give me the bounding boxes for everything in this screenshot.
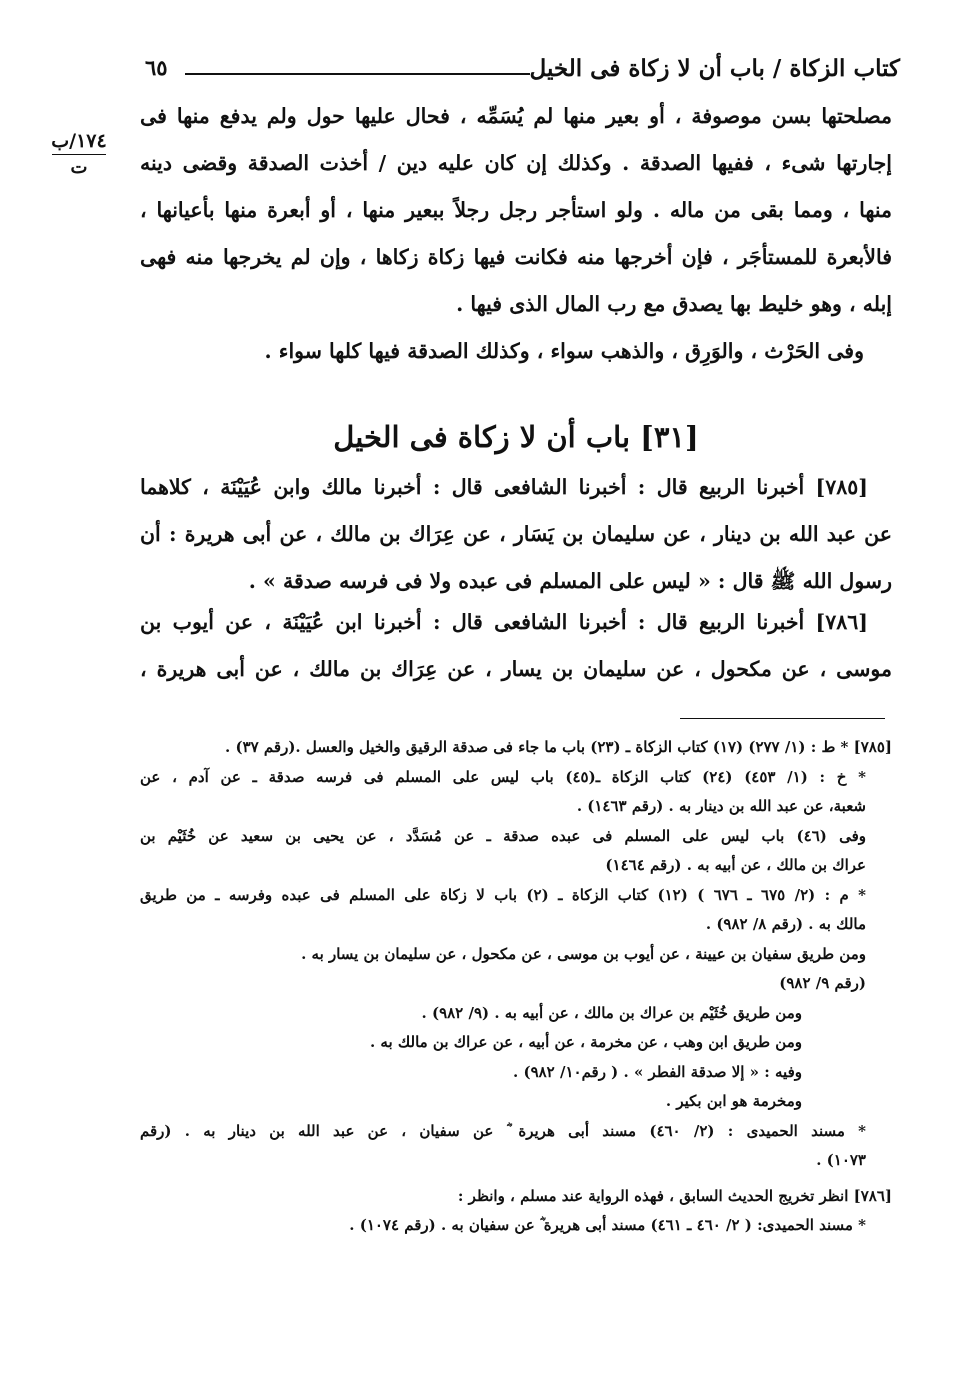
footnote-line: [٧٨٥] * ط : (١/ ٢٧٧) (١٧) كتاب الزكاة ـ (٢٣) باب ما جاء فى صدقة الرقيق والخيل والعسل .(رقم ٣٧) . bbox=[225, 738, 892, 756]
hadith-line: عن عبد الله بن دينار ، عن سليمان بن يَسَار ، عن عِرَاك بن مالك ، عن أبى هريرة : أن bbox=[140, 522, 892, 546]
footnote-separator bbox=[680, 718, 885, 719]
footnote-line: ومن طريق خُثَيْم بن عراك بن مالك ، عن أبيه به . (٩/ ٩٨٢) . bbox=[421, 1003, 802, 1022]
hadith-line: موسى ، عن مكحول ، عن سليمان بن يسار ، عن عِرَاك بن مالك ، عن أبى هريرة ، bbox=[140, 657, 892, 681]
footnote-line: * مسند الحميدى : (٢/ ٤٦٠) مسند أبى هريرة ؓ عن سفيان ، عن عبد الله بن دينار به . (رقم bbox=[140, 1121, 867, 1140]
footnote-line: (رقم ٩/ ٩٨٢) bbox=[779, 974, 866, 992]
footnotes bbox=[140, 733, 892, 1241]
passage-paragraph bbox=[140, 93, 892, 375]
page-number: ٦٥ bbox=[145, 55, 168, 80]
hadith-785 bbox=[140, 464, 892, 605]
footnote-line: ومن طريق سفيان بن عيينة ، عن أيوب بن موسى ، عن مكحول ، عن سليمان بن يسار به . bbox=[301, 944, 866, 963]
footnote-line: عراك بن مالك ، عن أبيه به . (رقم ١٤٦٤) bbox=[605, 856, 866, 874]
hadith-line: [٧٨٦] أخبرنا الربيع قال : أخبرنا الشافعى قال : أخبرنا ابن عُيَيْنَة ، عن أيوب بن bbox=[140, 610, 868, 634]
margin-note-rule bbox=[52, 154, 106, 155]
footnote-line: [٧٨٦] انظر تخريج الحديث السابق ، فهذه الرواية عند مسلم ، وانظر : bbox=[457, 1186, 892, 1205]
hadith-line: رسول الله ﷺ قال : « ليس على المسلم فى عبده ولا فى فرسه صدقة » . bbox=[248, 569, 892, 593]
passage-line: مصلحتها بسن موصوفة ، أو بعير منها لم يُسَمِّه ، فحال عليها حول ولم يدفع منها فى bbox=[140, 104, 892, 128]
margin-manuscript-note bbox=[48, 130, 110, 178]
hadith-line: [٧٨٥] أخبرنا الربيع قال : أخبرنا الشافعى قال : أخبرنا مالك وابن عُيَيْنَة ، كلاهما bbox=[140, 475, 868, 499]
hadith-786 bbox=[140, 599, 892, 693]
footnote-line: * مسند الحميدى: ( ٢/ ٤٦٠ ـ ٤٦١) مسند أبى هريرة ؓ عن سفيان به . (رقم ١٠٧٤) . bbox=[349, 1216, 866, 1234]
footnote-line: وفيه : « إلا صدقة الفطر » . ( رقم١٠/ ٩٨٢) . bbox=[513, 1062, 802, 1081]
margin-note-folio: ١٧٤/ب bbox=[51, 130, 107, 152]
footnote-line: مالك به . (رقم ٨/ ٩٨٢) . bbox=[705, 915, 866, 933]
footnote-line: ومن طريق ابن وهب ، عن مخرمة ، عن أبيه ، عن عراك بن مالك به . bbox=[369, 1033, 802, 1051]
passage-line: وفى الحَرْث ، والوَرِق ، والذهب سواء ، وكذلك الصدقة فيها كلها سواء . bbox=[264, 339, 864, 363]
footnote-line: ١٠٧٣) . bbox=[816, 1151, 866, 1169]
footnote-line: * م : (٢/ ٦٧٥ ـ ٦٧٦ ) (١٢) كتاب الزكاة ـ (٢) باب لا زكاة على المسلم فى عبده وفرسه ـ من طريق bbox=[140, 885, 867, 904]
footnote-line: وفى (٤٦) باب ليس على المسلم فى عبده صدقة ـ عن مُسَدَّد ، عن يحيى بن سعيد عن خُثَيْم بن bbox=[140, 826, 866, 845]
footnote-line: شعبة، عن عبد الله بن دينار به . (رقم ١٤٦٣) . bbox=[576, 797, 866, 815]
header-rule bbox=[185, 73, 530, 75]
running-title: كتاب الزكاة / باب أن لا زكاة فى الخيل bbox=[529, 55, 900, 82]
running-header bbox=[145, 55, 900, 91]
passage-line: منها ، ومما بقى من ماله . ولو استأجر رجل رجلاً ببعير منها ، أو أبعرة منها بأعيانها ، bbox=[140, 198, 892, 222]
passage-line: إجارتها شىء ، ففيها الصدقة . وكذلك إن كان عليه دين / أخذت الصدقة وقضى دينه bbox=[140, 151, 892, 175]
passage-line: فالأبعرة للمستأجَر ، فإن أخرجها منه فكانت فيها زكاة زكاها ، وإن لم يخرجها منه فهى bbox=[140, 245, 892, 269]
margin-note-siglum: ت bbox=[70, 157, 88, 178]
passage-line: إبله ، وهو خليط بها يصدق مع رب المال الذى فيها . bbox=[456, 292, 892, 316]
footnote-line: ومخرمة هو ابن بكير . bbox=[665, 1092, 802, 1110]
footnote-line: * خ : (١/ ٤٥٣) (٢٤) كتاب الزكاة ـ(٤٥) باب ليس على المسلم فى فرسه صدقة ـ عن آدم ، عن bbox=[140, 767, 866, 786]
section-title: [٣١] باب أن لا زكاة فى الخيل bbox=[333, 420, 699, 454]
